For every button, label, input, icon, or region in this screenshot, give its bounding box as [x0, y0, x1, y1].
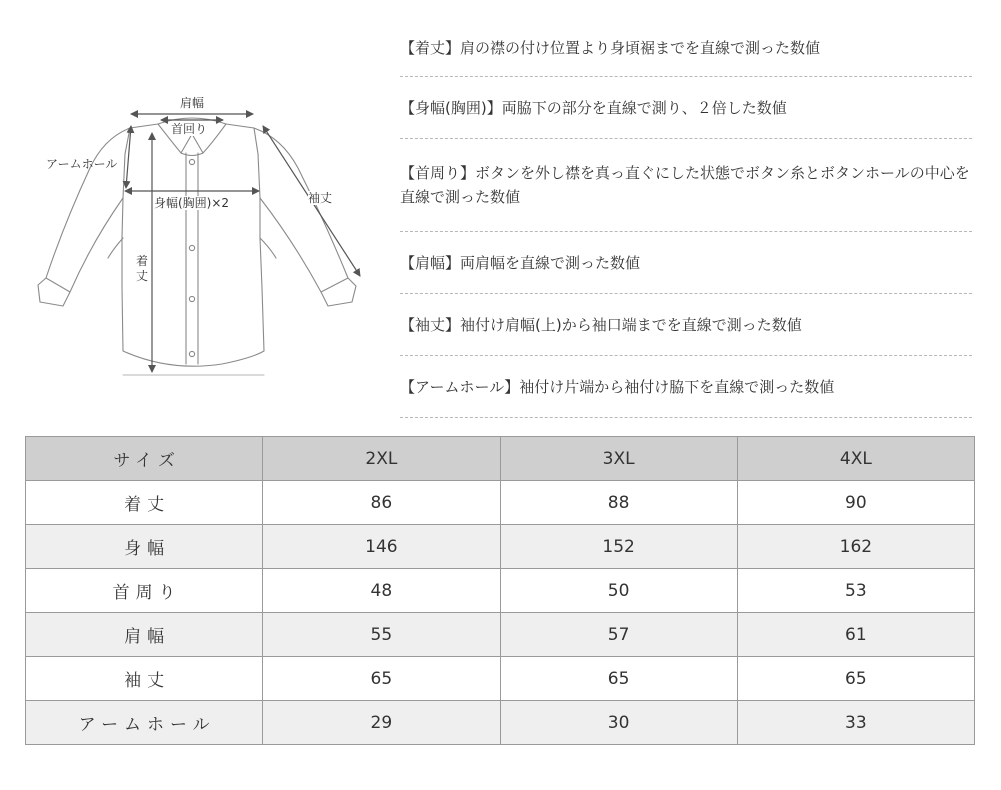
- table-cell: 86: [263, 481, 500, 525]
- table-row: [26, 613, 975, 657]
- table-cell: 53: [737, 569, 974, 613]
- row-label-chest: 身幅: [26, 525, 263, 569]
- table-row: [26, 701, 975, 745]
- row-label-sleeve: 袖丈: [26, 657, 263, 701]
- size-table: [25, 436, 975, 745]
- table-row: [26, 525, 975, 569]
- header-size: サイズ: [26, 437, 263, 481]
- table-cell: 90: [737, 481, 974, 525]
- armhole-label: アームホール: [46, 157, 118, 171]
- row-label-armhole: アームホール: [26, 701, 263, 745]
- table-cell: 88: [500, 481, 737, 525]
- table-row: [26, 657, 975, 701]
- table-cell: 30: [500, 701, 737, 745]
- table-header-row: [26, 437, 975, 481]
- table-cell: 48: [263, 569, 500, 613]
- header-3xl: 3XL: [500, 437, 737, 481]
- definition-neck: 【首周り】ボタンを外し襟を真っ直ぐにした状態でボタン糸とボタンホールの中心を直線で測った数値: [400, 139, 972, 232]
- definition-armhole: 【アームホール】袖付け片端から袖付け脇下を直線で測った数値: [400, 356, 972, 418]
- table-cell: 61: [737, 613, 974, 657]
- table-cell: 146: [263, 525, 500, 569]
- length-label: 着丈: [135, 254, 148, 283]
- definition-shoulder: 【肩幅】両肩幅を直線で測った数値: [400, 232, 972, 294]
- table-row: [26, 569, 975, 613]
- table-cell: 162: [737, 525, 974, 569]
- definition-chest: 【身幅(胸囲)】両脇下の部分を直線で測り、２倍した数値: [400, 77, 972, 139]
- table-cell: 29: [263, 701, 500, 745]
- table-cell: 65: [500, 657, 737, 701]
- definition-length: 【着丈】肩の襟の付け位置より身頃裾までを直線で測った数値: [400, 20, 972, 77]
- table-cell: 55: [263, 613, 500, 657]
- table-row: [26, 481, 975, 525]
- header-2xl: 2XL: [263, 437, 500, 481]
- table-cell: 152: [500, 525, 737, 569]
- neck-label: 首回り: [171, 122, 208, 136]
- row-label-neck: 首周り: [26, 569, 263, 613]
- row-label-shoulder: 肩幅: [26, 613, 263, 657]
- measurement-definitions: [400, 20, 972, 418]
- shirt-measurement-diagram: [30, 88, 375, 388]
- table-cell: 57: [500, 613, 737, 657]
- shoulder-label: 肩幅: [180, 96, 205, 110]
- header-4xl: 4XL: [737, 437, 974, 481]
- sleeve-label: 袖丈: [308, 191, 333, 205]
- table-cell: 65: [263, 657, 500, 701]
- definition-sleeve: 【袖丈】袖付け肩幅(上)から袖口端までを直線で測った数値: [400, 294, 972, 356]
- table-cell: 33: [737, 701, 974, 745]
- table-cell: 65: [737, 657, 974, 701]
- table-cell: 50: [500, 569, 737, 613]
- row-label-length: 着丈: [26, 481, 263, 525]
- chest-label: 身幅(胸囲)×2: [154, 196, 230, 210]
